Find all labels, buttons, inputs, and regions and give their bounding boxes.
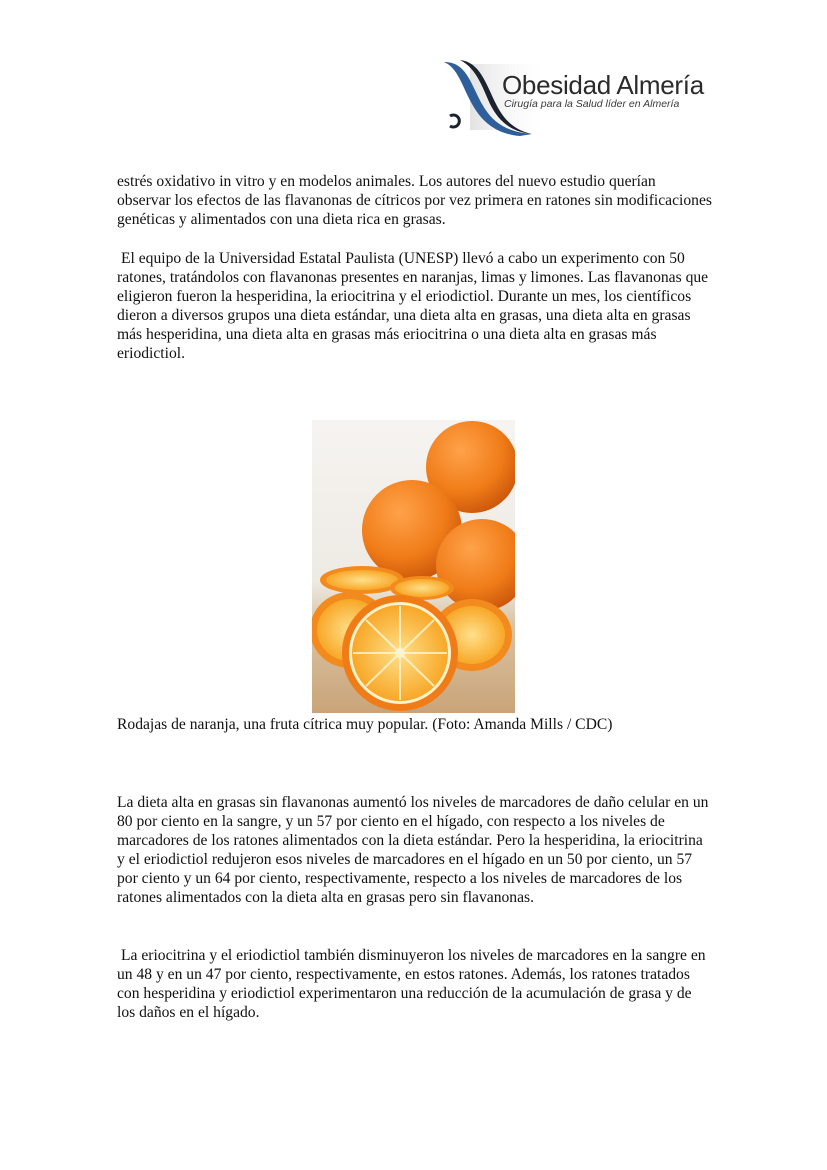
logo-tagline: Cirugía para la Salud líder en Almería: [504, 98, 680, 110]
orange-slices-photo: [312, 420, 515, 713]
article-paragraph-2: El equipo de la Universidad Estatal Paulista (UNESP) llevó a cabo un experimento con 50 ratones, tratándolos con flavanonas presentes en naranjas, limas y limones. Las flavanonas que eligieron fueron la hesperidina, la eriocitrina y el eriodictiol. Durante un mes, los científicos dieron a diversos grupos una dieta estándar, una dieta alta en grasas, una dieta alta en grasas más hesperidina, una dieta alta en grasas más eriocitrina o una dieta alta en grasas más eriodictiol.: [117, 250, 709, 362]
article-paragraph-3: La dieta alta en grasas sin flavanonas aumentó los niveles de marcadores de daño celular en un 80 por ciento en la sangre, y un 57 por ciento en el hígado, con respecto a los niveles de marcadores de los ratones alimentados con la dieta estándar. Pero la hesperidina, la eriocitrina y el eriodictiol redujeron esos niveles de marcadores en el hígado en un 50 por ciento, un 57 por ciento y un 64 por ciento, respectivamente, respecto a los niveles de marcadores de los ratones alimentados con la dieta alta en grasas pero sin flavanonas.: [117, 794, 709, 906]
article-paragraph-4: La eriocitrina y el eriodictiol también disminuyeron los niveles de marcadores en la sangre en un 48 y en un 47 por ciento, respectivamente, en estos ratones. Además, los ratones tratados con hesperidina y eriodictiol experimentaron una reducción de la acumulación de grasa y de los daños en el hígado.: [117, 947, 706, 1021]
figure-caption: Rodajas de naranja, una fruta cítrica muy popular. (Foto: Amanda Mills / CDC): [117, 716, 613, 733]
logo-title: Obesidad Almería: [502, 70, 704, 100]
article-paragraph-1: estrés oxidativo in vitro y en modelos animales. Los autores del nuevo estudio querían observar los efectos de las flavanonas de cítricos por vez primera en ratones sin modificaciones genéticas y alimentados con una dieta rica en grasas.: [117, 173, 712, 228]
header-logo: [440, 56, 730, 140]
